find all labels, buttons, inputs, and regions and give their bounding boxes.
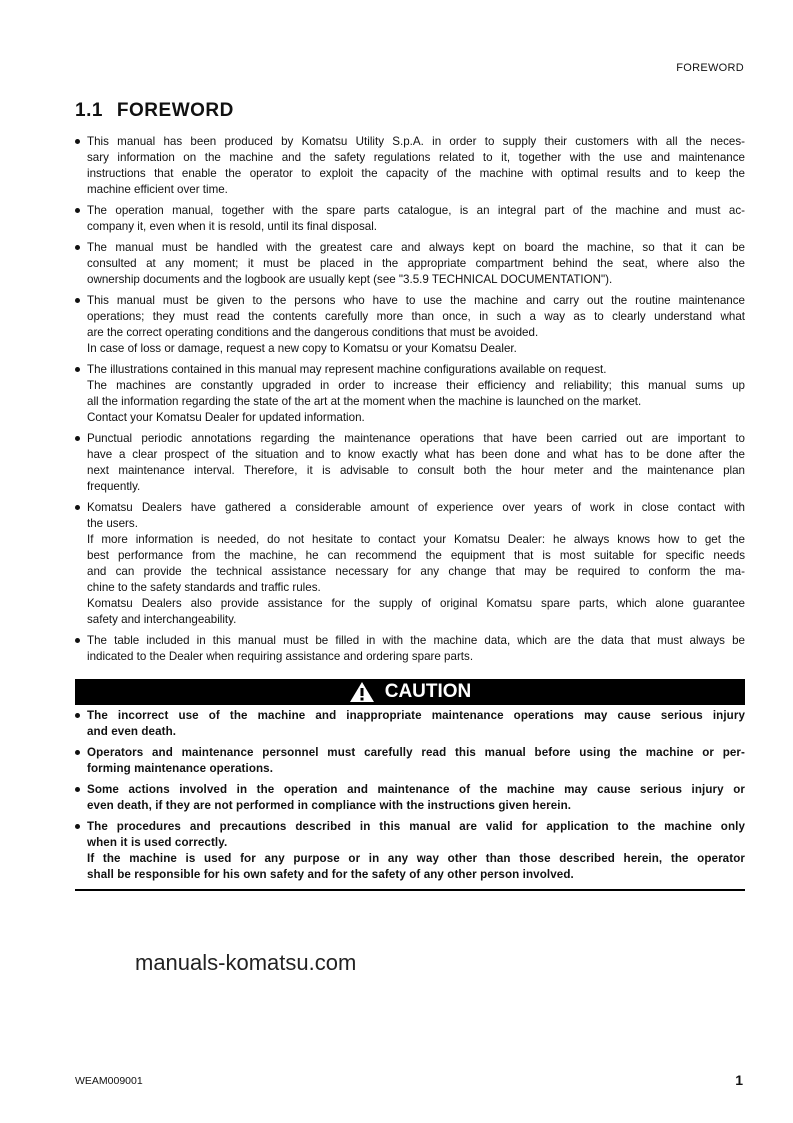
text-line: Komatsu Dealers have gathered a considerable amount of experience over years of work in close contact with [87, 501, 745, 514]
text-line: even death, if they are not performed in compliance with the instructions given herein. [87, 799, 572, 812]
paragraph-item [75, 240, 745, 288]
text-line: If more information is needed, do not hesitate to contact your Komatsu Dealer: he always knows how to get the [87, 533, 745, 546]
bullet-icon [75, 750, 80, 755]
caution-end-rule [75, 889, 745, 891]
text-line: This manual must be given to the persons who have to use the machine and carry out the routine maintenance [87, 294, 745, 307]
text-line: shall be responsible for his own safety and for the safety of any other person involved. [87, 868, 574, 881]
text-line: ownership documents and the logbook are usually kept (see "3.5.9 TECHNICAL DOCUMENTATION"). [87, 273, 613, 286]
foreword-paragraphs [75, 134, 745, 665]
bullet-icon [75, 638, 80, 643]
text-line: The table included in this manual must be filled in with the machine data, which are the data that must always be [87, 634, 745, 647]
text-line: Komatsu Dealers also provide assistance for the supply of original Komatsu spare parts, which alone guarantee [87, 597, 745, 610]
paragraph-item [75, 293, 745, 357]
bullet-icon [75, 208, 80, 213]
text-line: indicated to the Dealer when requiring assistance and ordering spare parts. [87, 650, 474, 663]
bullet-icon [75, 436, 80, 441]
text-line: operations; they must read the contents carefully more than once, in such a way as to clearly understand what [87, 310, 745, 323]
text-line: when it is used correctly. [87, 836, 228, 849]
text-line: sary information on the machine and the safety regulations related to it, together with the use and maintenance [87, 151, 745, 164]
text-line: In case of loss or damage, request a new copy to Komatsu or your Komatsu Dealer. [87, 342, 517, 355]
text-line: frequently. [87, 480, 141, 493]
text-line: and even death. [87, 725, 177, 738]
document-body [75, 134, 745, 891]
text-line: safety and interchangeability. [87, 613, 237, 626]
page-number: 1 [735, 1072, 743, 1088]
text-line: consulted at any moment; it must be placed in the appropriate compartment behind the seat, where also the [87, 257, 745, 270]
watermark: manuals-komatsu.com [135, 950, 357, 975]
text-line: Some actions involved in the operation and maintenance of the machine may cause serious injury or [87, 783, 745, 796]
bullet-icon [75, 367, 80, 372]
text-line: The procedures and precautions described in this manual are valid for application to the machine only [87, 820, 745, 833]
section-title: FOREWORD [116, 100, 234, 121]
text-line: The operation manual, together with the spare parts catalogue, is an integral part of the machine and must ac- [87, 204, 745, 217]
document-code: WEAM009001 [75, 1075, 143, 1087]
text-line: machine efficient over time. [87, 183, 228, 196]
page-title [75, 100, 234, 122]
text-line: Punctual periodic annotations regarding the maintenance operations that have been carried out are important to [87, 432, 745, 445]
text-line: company it, even when it is resold, until its final disposal. [87, 220, 377, 233]
caution-item [75, 782, 745, 814]
text-line: The machines are constantly upgraded in order to increase their efficiency and reliability; this manual sums up [87, 379, 745, 392]
paragraph-item [75, 500, 745, 628]
caution-banner [75, 679, 745, 705]
text-line: all the information regarding the state of the art at the moment when the machine is launched on the market. [87, 395, 642, 408]
text-line: Contact your Komatsu Dealer for updated information. [87, 411, 365, 424]
bullet-icon [75, 713, 80, 718]
text-line: The illustrations contained in this manual may represent machine configurations available on request. [87, 363, 607, 376]
caution-item [75, 745, 745, 777]
paragraph-item [75, 431, 745, 495]
text-line: the users. [87, 517, 138, 530]
bullet-icon [75, 787, 80, 792]
caution-items [75, 708, 745, 883]
paragraph-item [75, 362, 745, 426]
text-line: best performance from the machine, he can recommend the equipment that is most suitable for specific needs [87, 549, 745, 562]
section-number: 1.1 [75, 100, 103, 121]
text-line: instructions that enable the operator to exploit the capacity of the machine with optimal results and to keep the [87, 167, 745, 180]
bullet-icon [75, 139, 80, 144]
text-line: next maintenance interval. Therefore, it is advisable to consult both the hour meter and the maintenance plan [87, 464, 745, 477]
bullet-icon [75, 245, 80, 250]
text-line: If the machine is used for any purpose or in any way other than those described herein, the operator [87, 852, 745, 865]
text-line: forming maintenance operations. [87, 762, 274, 775]
caution-item [75, 819, 745, 883]
text-line: The incorrect use of the machine and inappropriate maintenance operations may cause serious injury [87, 709, 745, 722]
caution-item [75, 708, 745, 740]
paragraph-item [75, 134, 745, 198]
text-line: Operators and maintenance personnel must carefully read this manual before using the machine or per- [87, 746, 745, 759]
running-header: FOREWORD [676, 62, 744, 74]
text-line: The manual must be handled with the greatest care and always kept on board the machine, so that it can be [87, 241, 745, 254]
text-line: are the correct operating conditions and the dangerous conditions that must be avoided. [87, 326, 539, 339]
warning-triangle-icon [349, 681, 375, 703]
text-line: chine to the safety standards and traffic rules. [87, 581, 321, 594]
text-line: and can provide the technical assistance necessary for any change that may be required to conform the ma- [87, 565, 745, 578]
bullet-icon [75, 505, 80, 510]
text-line: This manual has been produced by Komatsu Utility S.p.A. in order to supply their customers with all the neces- [87, 135, 745, 148]
text-line: have a clear prospect of the situation and to know exactly what has been done and what has to be done after the [87, 448, 745, 461]
paragraph-item [75, 203, 745, 235]
paragraph-item [75, 633, 745, 665]
caution-label: CAUTION [384, 681, 472, 702]
bullet-icon [75, 298, 80, 303]
bullet-icon [75, 824, 80, 829]
